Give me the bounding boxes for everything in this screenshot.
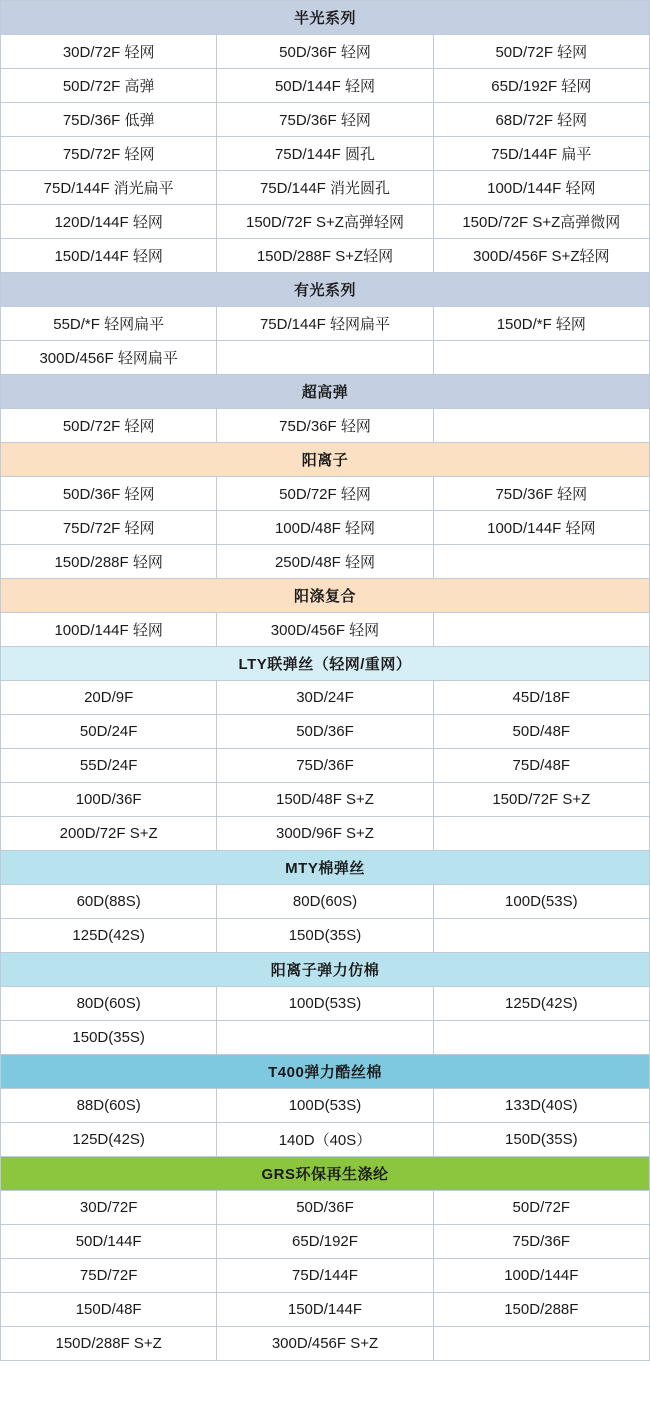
spec-cell: 75D/36F 轻网 (217, 103, 433, 137)
section-header-row (1, 851, 650, 885)
spec-cell: 150D/72F S+Z (433, 783, 649, 817)
spec-cell: 300D/456F S+Z轻网 (433, 239, 649, 273)
section-header: 有光系列 (1, 273, 650, 307)
table-row (1, 1191, 650, 1225)
spec-cell: 75D/144F 圆孔 (217, 137, 433, 171)
table-row (1, 919, 650, 953)
table-row (1, 205, 650, 239)
spec-cell: 150D/288F (433, 1293, 649, 1327)
spec-cell: 150D/48F (1, 1293, 217, 1327)
spec-cell: 200D/72F S+Z (1, 817, 217, 851)
spec-cell: 125D(42S) (1, 1123, 217, 1157)
table-row (1, 817, 650, 851)
table-row (1, 681, 650, 715)
spec-cell-empty (433, 545, 649, 579)
spec-cell: 80D(60S) (217, 885, 433, 919)
table-row (1, 1225, 650, 1259)
spec-cell: 150D/288F S+Z轻网 (217, 239, 433, 273)
spec-cell: 45D/18F (433, 681, 649, 715)
spec-cell-empty (433, 613, 649, 647)
spec-cell: 55D/24F (1, 749, 217, 783)
spec-cell: 100D(53S) (433, 885, 649, 919)
spec-cell: 150D(35S) (1, 1021, 217, 1055)
table-row (1, 409, 650, 443)
section-header-row (1, 1055, 650, 1089)
spec-cell: 50D/72F 高弹 (1, 69, 217, 103)
section-header: 阳涤复合 (1, 579, 650, 613)
spec-cell: 75D/72F 轻网 (1, 511, 217, 545)
spec-cell: 100D/36F (1, 783, 217, 817)
section-header: LTY联弹丝（轻网/重网） (1, 647, 650, 681)
spec-cell: 133D(40S) (433, 1089, 649, 1123)
spec-cell: 50D/36F (217, 1191, 433, 1225)
spec-cell: 75D/72F 轻网 (1, 137, 217, 171)
spec-cell: 50D/48F (433, 715, 649, 749)
spec-cell: 65D/192F (217, 1225, 433, 1259)
table-row (1, 783, 650, 817)
spec-cell: 75D/144F (217, 1259, 433, 1293)
spec-cell: 100D/144F 轻网 (433, 511, 649, 545)
spec-cell: 75D/48F (433, 749, 649, 783)
spec-cell-empty (433, 919, 649, 953)
table-row (1, 749, 650, 783)
spec-cell: 100D(53S) (217, 987, 433, 1021)
spec-cell: 75D/36F (433, 1225, 649, 1259)
spec-cell: 75D/36F 轻网 (217, 409, 433, 443)
spec-cell: 50D/24F (1, 715, 217, 749)
spec-cell-empty (433, 1327, 649, 1361)
spec-cell: 250D/48F 轻网 (217, 545, 433, 579)
spec-cell: 50D/36F (217, 715, 433, 749)
spec-cell: 50D/36F 轻网 (217, 35, 433, 69)
spec-cell: 75D/144F 消光圆孔 (217, 171, 433, 205)
spec-cell: 150D/288F S+Z (1, 1327, 217, 1361)
section-header-row (1, 953, 650, 987)
section-header: T400弹力酷丝棉 (1, 1055, 650, 1089)
spec-cell: 150D/288F 轻网 (1, 545, 217, 579)
spec-cell: 100D(53S) (217, 1089, 433, 1123)
table-row (1, 35, 650, 69)
spec-cell-empty (433, 817, 649, 851)
spec-cell-empty (217, 341, 433, 375)
table-row (1, 1259, 650, 1293)
section-header-row (1, 1, 650, 35)
spec-cell: 75D/36F 轻网 (433, 477, 649, 511)
spec-cell: 300D/456F 轻网扁平 (1, 341, 217, 375)
spec-cell: 75D/36F 低弹 (1, 103, 217, 137)
table-row (1, 987, 650, 1021)
spec-cell: 50D/72F 轻网 (433, 35, 649, 69)
spec-cell: 300D/96F S+Z (217, 817, 433, 851)
spec-cell: 80D(60S) (1, 987, 217, 1021)
table-row (1, 69, 650, 103)
table-row (1, 715, 650, 749)
table-row (1, 1021, 650, 1055)
table-row (1, 137, 650, 171)
section-header-row (1, 273, 650, 307)
table-row (1, 477, 650, 511)
spec-cell-empty (433, 341, 649, 375)
spec-cell: 150D(35S) (217, 919, 433, 953)
spec-cell: 75D/144F 扁平 (433, 137, 649, 171)
table-row (1, 1327, 650, 1361)
spec-cell: 30D/24F (217, 681, 433, 715)
table-row (1, 511, 650, 545)
spec-cell: 50D/144F (1, 1225, 217, 1259)
table-body (1, 1, 650, 1361)
spec-cell: 88D(60S) (1, 1089, 217, 1123)
spec-cell: 150D/72F S+Z高弹微网 (433, 205, 649, 239)
section-header-row (1, 375, 650, 409)
spec-cell: 150D(35S) (433, 1123, 649, 1157)
table-row (1, 1293, 650, 1327)
table-row (1, 1123, 650, 1157)
table-row (1, 307, 650, 341)
table-row (1, 341, 650, 375)
section-header-row (1, 443, 650, 477)
section-header: GRS环保再生涤纶 (1, 1157, 650, 1191)
spec-cell: 150D/144F 轻网 (1, 239, 217, 273)
section-header: 阳离子弹力仿棉 (1, 953, 650, 987)
spec-cell: 75D/72F (1, 1259, 217, 1293)
spec-cell: 125D(42S) (433, 987, 649, 1021)
table-row (1, 103, 650, 137)
spec-cell: 120D/144F 轻网 (1, 205, 217, 239)
table-row (1, 613, 650, 647)
spec-cell: 75D/36F (217, 749, 433, 783)
spec-cell: 50D/72F (433, 1191, 649, 1225)
spec-cell: 50D/144F 轻网 (217, 69, 433, 103)
spec-cell-empty (433, 409, 649, 443)
spec-cell: 150D/*F 轻网 (433, 307, 649, 341)
spec-cell: 50D/36F 轻网 (1, 477, 217, 511)
section-header: 半光系列 (1, 1, 650, 35)
spec-cell: 50D/72F 轻网 (1, 409, 217, 443)
table-row (1, 885, 650, 919)
spec-cell: 140D（40S） (217, 1123, 433, 1157)
spec-cell: 300D/456F 轻网 (217, 613, 433, 647)
spec-cell: 68D/72F 轻网 (433, 103, 649, 137)
spec-cell: 55D/*F 轻网扁平 (1, 307, 217, 341)
section-header-row (1, 1157, 650, 1191)
spec-cell: 300D/456F S+Z (217, 1327, 433, 1361)
section-header: MTY棉弹丝 (1, 851, 650, 885)
spec-cell: 60D(88S) (1, 885, 217, 919)
section-header-row (1, 579, 650, 613)
spec-cell-empty (433, 1021, 649, 1055)
spec-cell: 75D/144F 消光扁平 (1, 171, 217, 205)
table-row (1, 171, 650, 205)
table-row (1, 545, 650, 579)
section-header: 超高弹 (1, 375, 650, 409)
table-row (1, 239, 650, 273)
section-header: 阳离子 (1, 443, 650, 477)
spec-cell: 100D/48F 轻网 (217, 511, 433, 545)
spec-cell: 65D/192F 轻网 (433, 69, 649, 103)
spec-cell: 150D/144F (217, 1293, 433, 1327)
spec-cell: 100D/144F 轻网 (433, 171, 649, 205)
table-row (1, 1089, 650, 1123)
spec-cell: 100D/144F 轻网 (1, 613, 217, 647)
spec-cell: 75D/144F 轻网扁平 (217, 307, 433, 341)
spec-cell: 30D/72F (1, 1191, 217, 1225)
spec-cell: 50D/72F 轻网 (217, 477, 433, 511)
spec-cell: 20D/9F (1, 681, 217, 715)
spec-cell-empty (217, 1021, 433, 1055)
spec-cell: 100D/144F (433, 1259, 649, 1293)
spec-cell: 125D(42S) (1, 919, 217, 953)
spec-cell: 150D/48F S+Z (217, 783, 433, 817)
spec-cell: 150D/72F S+Z高弹轻网 (217, 205, 433, 239)
spec-cell: 30D/72F 轻网 (1, 35, 217, 69)
section-header-row (1, 647, 650, 681)
